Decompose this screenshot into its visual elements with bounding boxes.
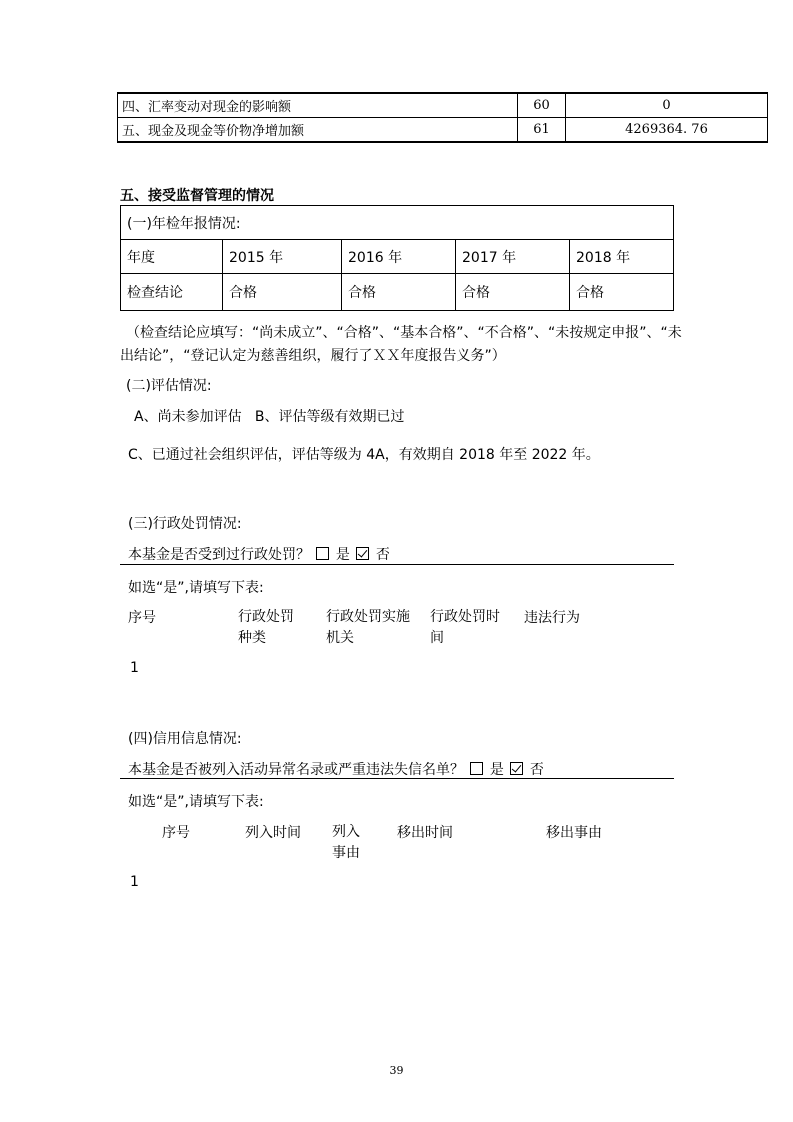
cash-flow-table bbox=[117, 92, 768, 143]
penalty-col-time bbox=[430, 607, 500, 649]
penalty-col-time-line1: 行政处罚时 bbox=[430, 609, 500, 625]
result-cell: 合格 bbox=[456, 274, 570, 311]
inspection-heading: (一)年检年报情况: bbox=[121, 206, 674, 240]
credit-col-listed-reason-line1: 列入 bbox=[332, 824, 360, 840]
credit-no-label: 否 bbox=[529, 762, 544, 778]
page-number: 39 bbox=[389, 1064, 404, 1077]
penalty-col-authority-line1: 行政处罚实施 bbox=[326, 609, 410, 625]
credit-col-removed-time: 移出时间 bbox=[397, 825, 453, 841]
credit-fill-note: 如选“是”,请填写下表: bbox=[128, 794, 264, 810]
result-cell: 合格 bbox=[570, 274, 674, 311]
credit-col-listed-reason bbox=[332, 822, 360, 864]
credit-no-checkbox[interactable] bbox=[510, 762, 523, 775]
result-cell: 合格 bbox=[223, 274, 342, 311]
year-cell: 2017 年 bbox=[456, 240, 570, 274]
penalty-col-type bbox=[238, 607, 294, 649]
penalty-row-number: 1 bbox=[130, 660, 139, 676]
penalty-no-label: 否 bbox=[375, 547, 390, 563]
credit-question: 本基金是否被列入活动异常名录或严重违法失信名单？ bbox=[128, 762, 464, 778]
credit-heading: (四)信用信息情况: bbox=[128, 731, 242, 747]
credit-col-removed-reason: 移出事由 bbox=[546, 825, 602, 841]
result-cell: 合格 bbox=[342, 274, 456, 311]
credit-col-listed-time: 列入时间 bbox=[245, 825, 301, 841]
row-value: 4269364. 76 bbox=[566, 118, 768, 143]
result-label: 检查结论 bbox=[121, 274, 223, 311]
inspection-table bbox=[120, 205, 674, 311]
divider bbox=[120, 564, 674, 565]
credit-yes-label: 是 bbox=[489, 762, 504, 778]
evaluation-heading: (二)评估情况: bbox=[126, 378, 212, 394]
credit-question-row bbox=[128, 759, 544, 779]
penalty-col-authority bbox=[326, 607, 410, 649]
inspection-note-line2: 出结论”，“登记认定为慈善组织，履行了ＸＸ年度报告义务”） bbox=[120, 348, 506, 364]
penalty-col-type-line2: 种类 bbox=[238, 630, 266, 646]
table-row bbox=[118, 93, 768, 118]
inspection-note-line1: （检查结论应填写：“尚未成立”、“合格”、“基本合格”、“不合格”、“未按规定申报”、“未 bbox=[126, 325, 682, 341]
penalty-heading: (三)行政处罚情况: bbox=[128, 516, 242, 532]
penalty-yes-checkbox[interactable] bbox=[316, 547, 329, 560]
evaluation-option-ab: A、尚未参加评估 B、评估等级有效期已过 bbox=[134, 409, 405, 425]
table-row bbox=[121, 206, 674, 240]
row-label: 四、汇率变动对现金的影响额 bbox=[118, 93, 518, 118]
year-cell: 2015 年 bbox=[223, 240, 342, 274]
penalty-col-authority-line2: 机关 bbox=[326, 630, 354, 646]
penalty-no-checkbox[interactable] bbox=[356, 547, 369, 560]
credit-row-number: 1 bbox=[130, 874, 139, 890]
year-cell: 2016 年 bbox=[342, 240, 456, 274]
row-line-number: 60 bbox=[518, 93, 566, 118]
credit-yes-checkbox[interactable] bbox=[470, 762, 483, 775]
penalty-question-row bbox=[128, 544, 390, 564]
divider bbox=[120, 778, 674, 779]
row-label: 五、现金及现金等价物净增加额 bbox=[118, 118, 518, 143]
year-cell: 2018 年 bbox=[570, 240, 674, 274]
credit-col-listed-reason-line2: 事由 bbox=[332, 845, 360, 861]
penalty-col-type-line1: 行政处罚 bbox=[238, 609, 294, 625]
penalty-col-violation: 违法行为 bbox=[524, 610, 580, 626]
table-row bbox=[121, 274, 674, 311]
penalty-yes-label: 是 bbox=[335, 547, 350, 563]
penalty-question: 本基金是否受到过行政处罚？ bbox=[128, 547, 310, 563]
penalty-fill-note: 如选“是”,请填写下表: bbox=[128, 580, 264, 596]
credit-col-number: 序号 bbox=[162, 825, 190, 841]
penalty-col-number: 序号 bbox=[128, 610, 156, 626]
penalty-col-time-line2: 间 bbox=[430, 630, 444, 646]
table-row bbox=[118, 118, 768, 143]
year-label: 年度 bbox=[121, 240, 223, 274]
row-value: 0 bbox=[566, 93, 768, 118]
table-row bbox=[121, 240, 674, 274]
section-title: 五、接受监督管理的情况 bbox=[120, 188, 274, 204]
evaluation-option-c: C、已通过社会组织评估，评估等级为 4A，有效期自 2018 年至 2022 年。 bbox=[128, 447, 600, 463]
row-line-number: 61 bbox=[518, 118, 566, 143]
